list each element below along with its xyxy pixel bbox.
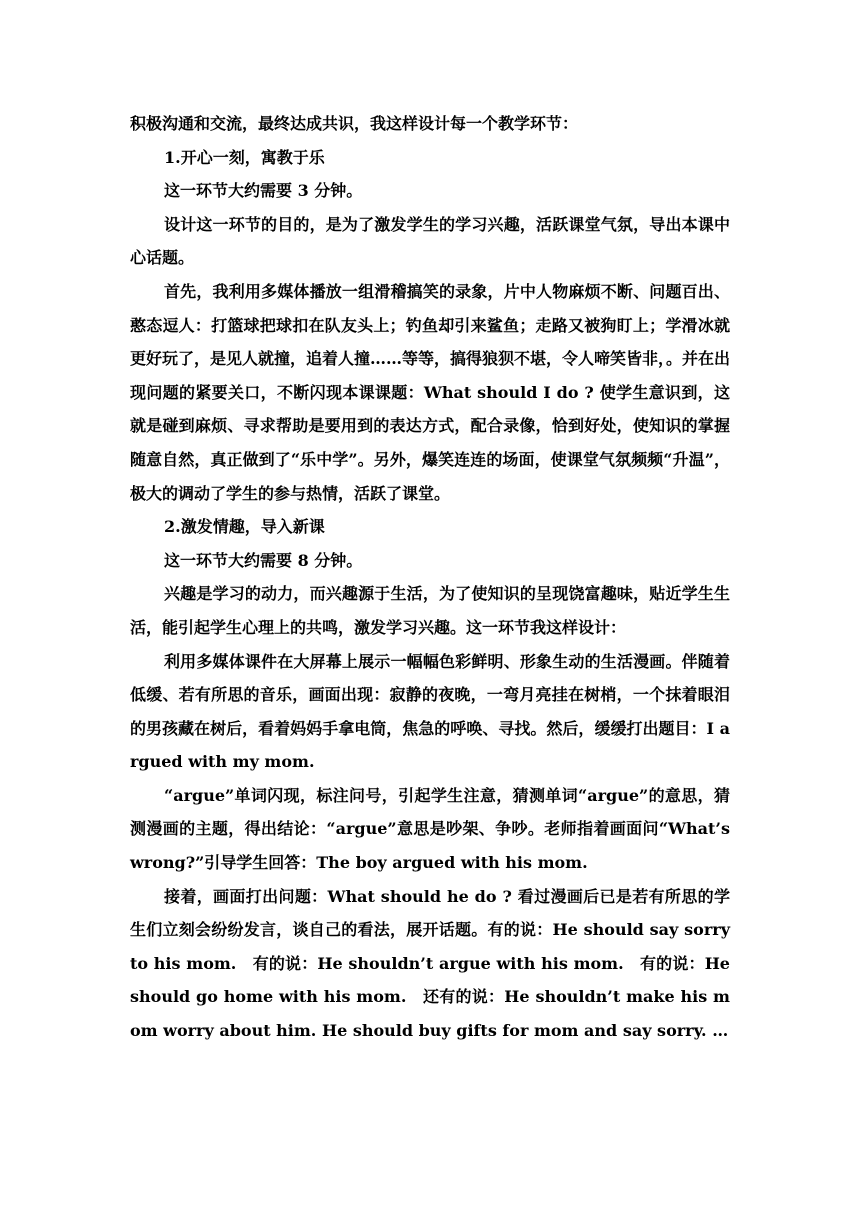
paragraph-intro: 积极沟通和交流，最终达成共识，我这样设计每一个教学环节： [130, 114, 579, 133]
section-heading-2: 2.激发情趣，导入新课 [164, 517, 325, 537]
paragraph-duration-1: 这一环节大约需要 3 分钟。 [164, 181, 363, 201]
paragraph-duration-2: 这一环节大约需要 8 分钟。 [164, 550, 363, 570]
paragraph-argue: “argue”单词闪现，标注问号，引起学生注意，猜测单词“argue”的意思，猜测漫画的主题，得出结论：“argue”意思是吵架、争吵。老师指着画面问“What’s wrong?”引导学生回答：The boy argued with his mom. [130, 785, 730, 873]
paragraph-discussion: 接着，画面打出问题：What should he do ? 看过漫画后已是若有所思的学生们立刻会纷纷发言，谈自己的看法，展开话题。有的说：He should say sorry to his mom. 有的说：He shouldn’t argue with his mom. 有的说：He should go home with his mom. 还有的说：He shouldn’t make his mom worry about him. He should buy gifts for mom and say sorry. … [130, 886, 730, 1041]
paragraph-purpose: 设计这一环节的目的，是为了激发学生的学习兴趣，活跃课堂气氛，导出本课中心话题。 [130, 214, 730, 268]
section-heading-1: 1.开心一刻，寓教于乐 [164, 147, 325, 167]
paragraph-comic: 利用多媒体课件在大屏幕上展示一幅幅色彩鲜明、形象生动的生活漫画。伴随着低缓、若有所思的音乐，画面出现：寂静的夜晚，一弯月亮挂在树梢，一个抹着眼泪的男孩藏在树后，看着妈妈手拿电筒，焦急的呼唤、寻找。然后，缓缓打出题目：I argued with my mom. [130, 651, 730, 772]
paragraph-interest: 兴趣是学习的动力，而兴趣源于生活，为了使知识的呈现饶富趣味，贴近学生生活，能引起学生心理上的共鸣，激发学习兴趣。这一环节我这样设计： [130, 584, 730, 637]
document-body [130, 107, 730, 1048]
paragraph-video: 首先，我利用多媒体播放一组滑稽搞笑的录象，片中人物麻烦不断、问题百出、憨态逗人：打篮球把球扣在队友头上；钓鱼却引来鲨鱼；走路又被狗盯上；学滑冰就更好玩了，是见人就撞，追着人撞……等等，搞得狼狈不堪，令人啼笑皆非，。并在出现问题的紧要关口，不断闪现本课课题：What should I do ? 使学生意识到，这就是碰到麻烦、寻求帮助是要用到的表达方式，配合录像，恰到好处，使知识的掌握随意自然，真正做到了“乐中学”。另外，爆笑连连的场面，使课堂气氛频频“升温”，极大的调动了学生的参与热情，活跃了课堂。 [130, 281, 731, 503]
